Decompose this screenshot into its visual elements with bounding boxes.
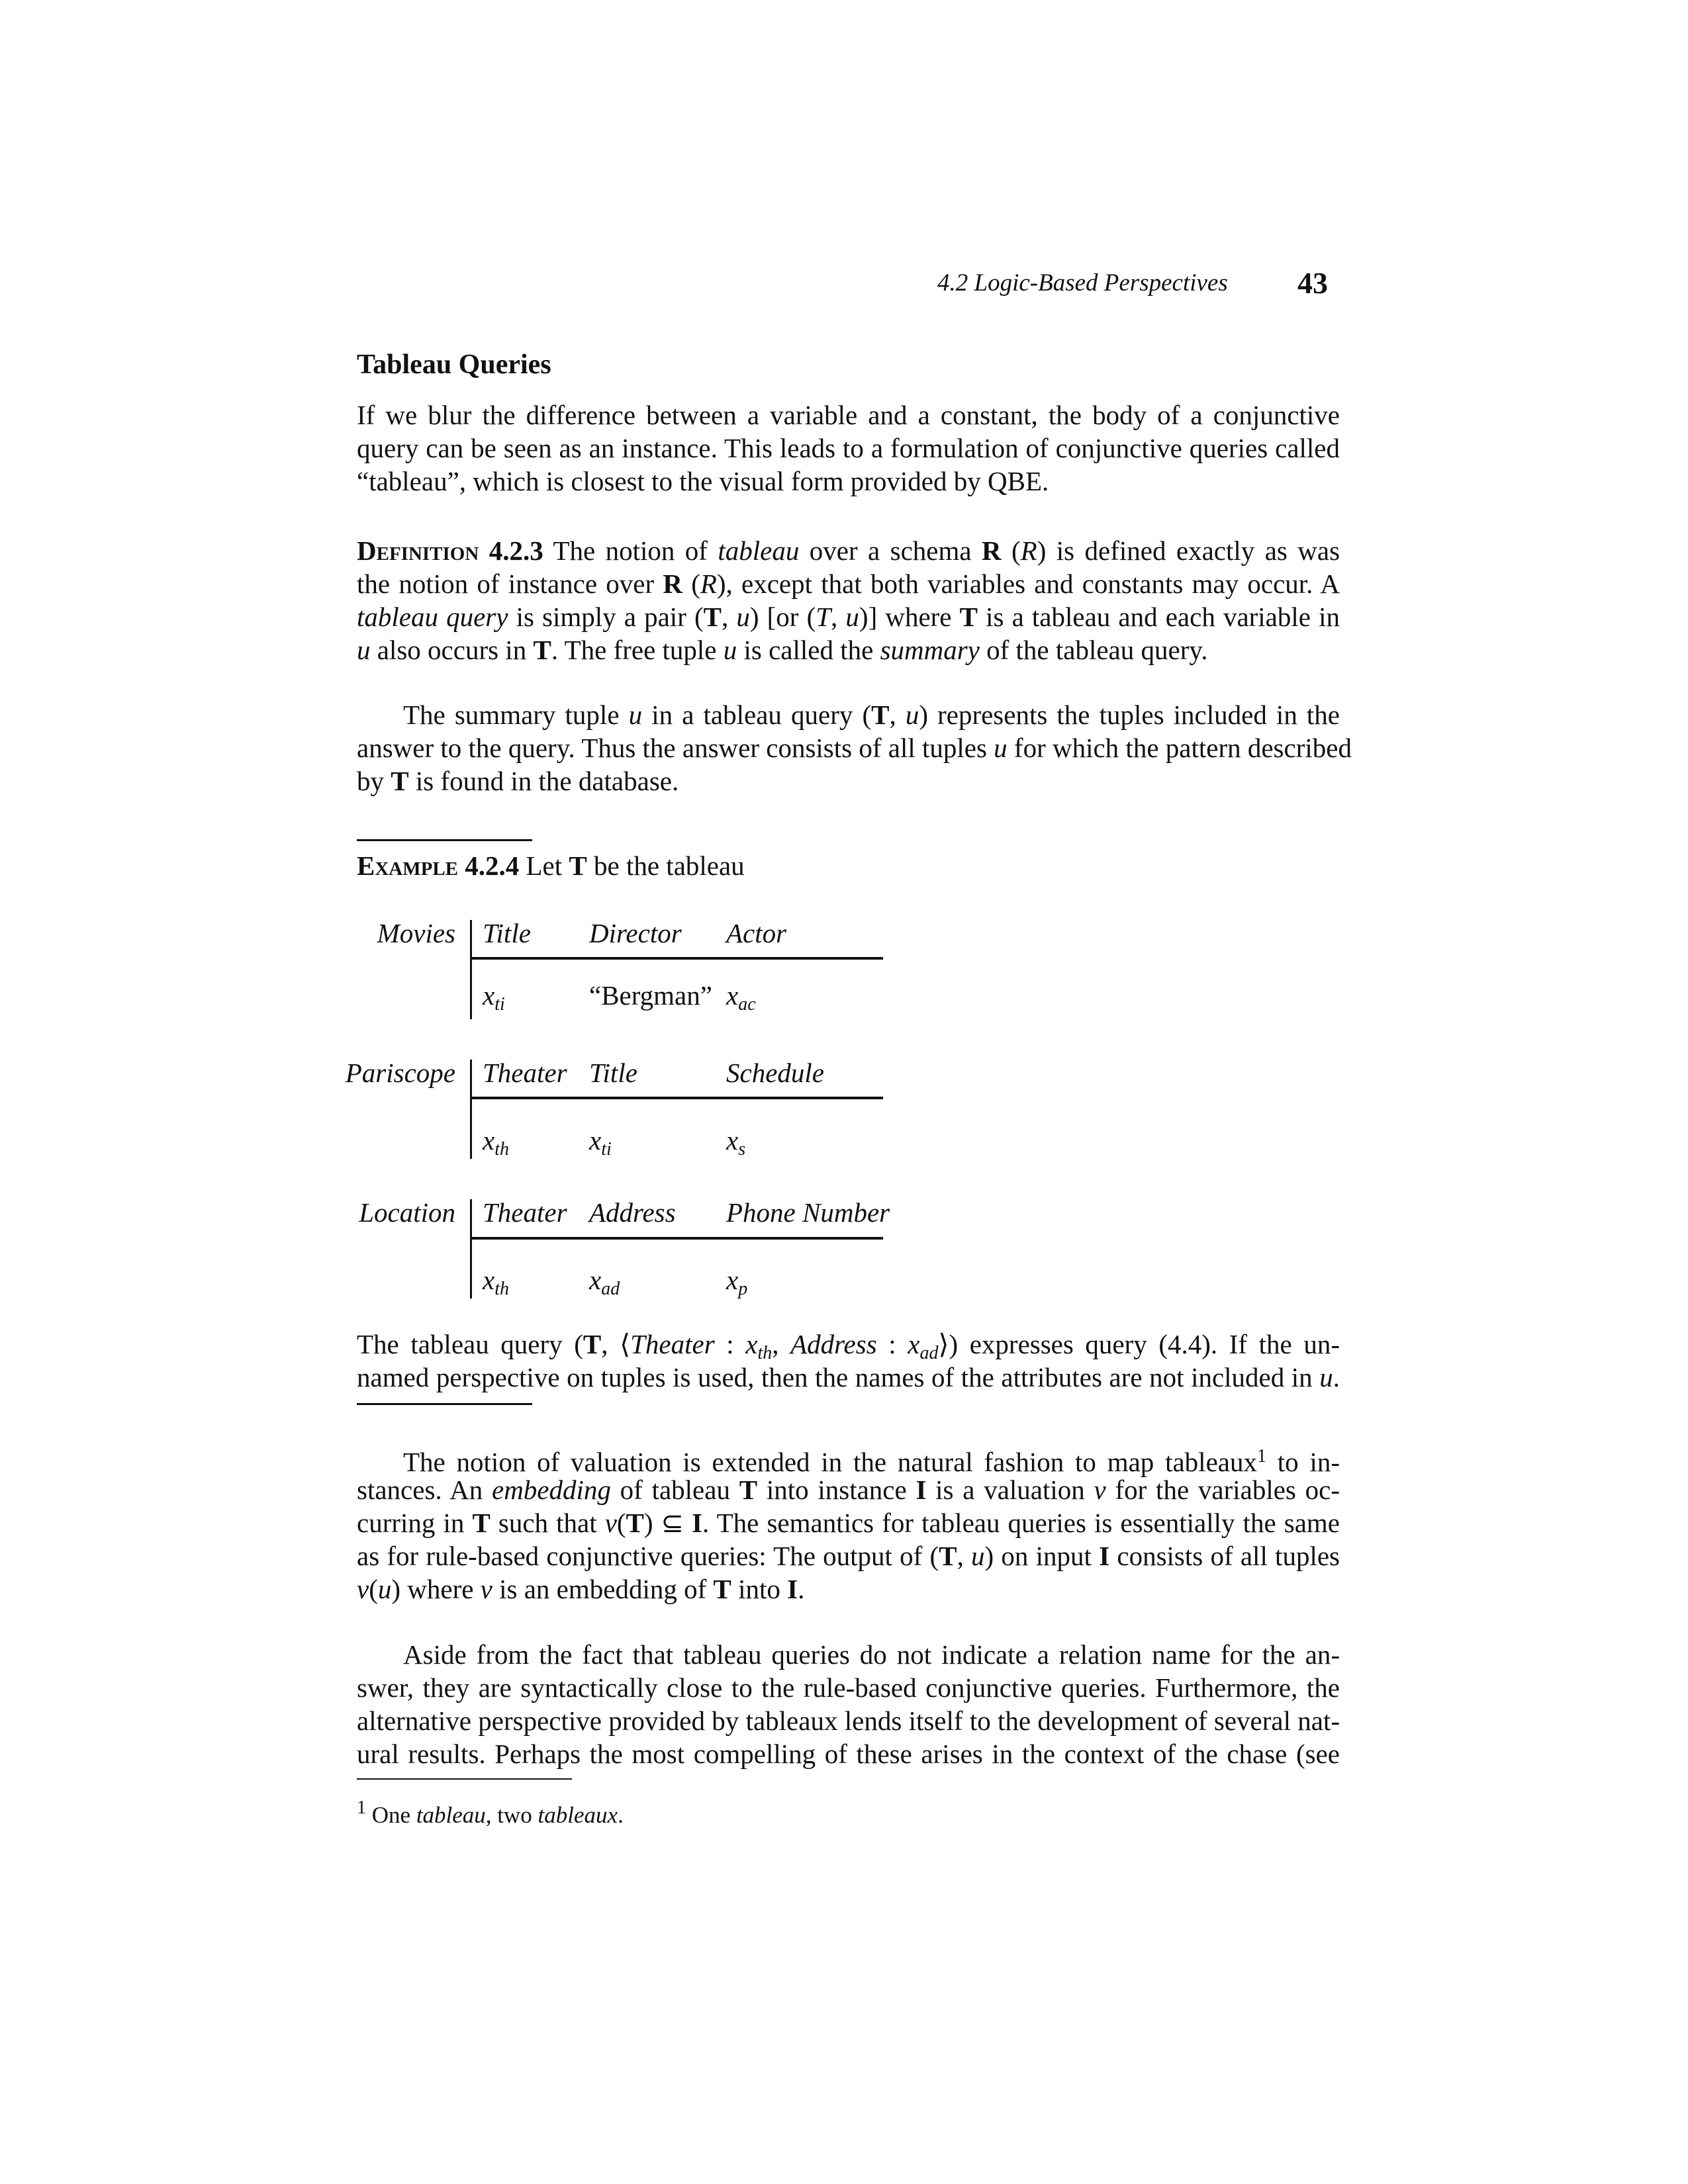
- text-segment: u: [736, 602, 750, 632]
- tableau-cell: $x_{th}$: [483, 1265, 509, 1299]
- tableau-vertical-rule: [470, 1199, 472, 1298]
- text-segment: embedding: [492, 1475, 611, 1505]
- text-segment: be the tableau: [586, 850, 745, 881]
- text-segment: ) [or (: [749, 602, 816, 632]
- page-number: 43: [1297, 266, 1328, 300]
- text-segment: is a tableau and each variable in: [978, 602, 1340, 632]
- text-line: [357, 534, 1340, 567]
- text-line: [357, 1671, 1340, 1704]
- text-segment: ν: [1094, 1475, 1106, 1505]
- text-segment: ν: [357, 1574, 369, 1604]
- text-segment: is an embedding of: [492, 1574, 714, 1604]
- text-segment: of the tableau query.: [979, 635, 1208, 665]
- text-segment: T: [959, 602, 978, 632]
- tableau-cell: $x_{th}$: [483, 1125, 509, 1160]
- text-segment: T: [391, 766, 409, 796]
- text-segment: ,: [957, 1541, 972, 1571]
- text-segment: T: [472, 1508, 491, 1538]
- text-segment: T: [713, 1574, 731, 1604]
- text-segment: . The semantics for tableau queries is essentially the same: [702, 1508, 1340, 1538]
- relation-name: Movies: [377, 918, 455, 948]
- text-segment: tableau: [416, 1802, 486, 1828]
- text-segment: to in-: [1266, 1447, 1340, 1477]
- text-segment: :: [714, 1329, 746, 1359]
- text-segment: u: [377, 1574, 392, 1604]
- text-segment: answer to the query. Thus the answer consists of all tuples: [357, 733, 994, 763]
- text-segment: .: [618, 1802, 624, 1828]
- text-segment: I: [787, 1574, 798, 1604]
- tableau-cell: “Bergman”: [589, 980, 712, 1011]
- text-segment: (: [369, 1574, 378, 1604]
- text-segment: tableau query: [357, 602, 508, 632]
- text-segment: into instance: [757, 1475, 916, 1505]
- text-segment: stances. An: [357, 1475, 492, 1505]
- text-segment: is simply a pair (: [508, 602, 704, 632]
- tableau-cell: $x_{ti}$: [483, 980, 505, 1015]
- column-header: Schedule: [726, 1058, 824, 1088]
- text-segment: If we blur the difference between a variable and a constant, the body of a conjunctive: [357, 400, 1340, 430]
- text-segment: ) on input: [984, 1541, 1100, 1571]
- text-line: [357, 1539, 1340, 1572]
- text-segment: . The free tuple: [551, 635, 724, 665]
- text-segment: u: [628, 700, 643, 730]
- text-segment: u: [905, 700, 919, 730]
- text-segment: ν: [604, 1508, 617, 1538]
- text-segment: u: [1319, 1362, 1333, 1392]
- text-segment: One: [366, 1802, 416, 1828]
- text-segment: T: [871, 700, 890, 730]
- tableau-cell: $x_p$: [726, 1265, 748, 1299]
- text-segment: (: [1001, 535, 1021, 566]
- text-segment: swer, they are syntactically close to the rule-based conjunctive queries. Furthermore, the: [357, 1672, 1340, 1703]
- text-segment: Address: [790, 1329, 877, 1359]
- text-segment: The tableau query (: [357, 1329, 583, 1359]
- text-segment: ,: [772, 1329, 791, 1359]
- text-line: [357, 633, 1340, 666]
- text-segment: Theater: [630, 1329, 715, 1359]
- section-heading: Tableau Queries: [357, 349, 551, 380]
- tableau-cell: $x_{ad}$: [589, 1265, 620, 1299]
- text-segment: R: [981, 535, 1002, 566]
- text-segment: ) where: [391, 1574, 481, 1604]
- text-line: [403, 1638, 1340, 1671]
- text-segment: 1: [1256, 1446, 1266, 1467]
- text-line: [357, 764, 1340, 797]
- text-segment: tableau: [718, 535, 800, 566]
- text-segment: T: [739, 1475, 758, 1505]
- text-segment: alternative perspective provided by tableaux lends itself to the development of several nat-: [357, 1706, 1340, 1736]
- text-segment: T: [816, 602, 831, 632]
- column-header: Theater: [483, 1197, 567, 1228]
- column-header: Title: [589, 1058, 637, 1088]
- text-line: [357, 465, 1340, 498]
- text-segment: summary: [880, 635, 980, 665]
- text-segment: ,: [722, 602, 737, 632]
- text-segment: x: [908, 1329, 920, 1359]
- text-segment: into: [731, 1574, 788, 1604]
- text-segment: ) ⊆: [643, 1508, 692, 1538]
- text-segment: ad: [919, 1343, 939, 1363]
- text-segment: ⟩) expresses query (4.4). If the un-: [938, 1329, 1340, 1359]
- text-segment: :: [876, 1329, 908, 1359]
- text-segment: u: [971, 1541, 985, 1571]
- text-segment: is found in the database.: [408, 766, 679, 796]
- text-segment: is a valuation: [926, 1475, 1094, 1505]
- text-line: [357, 398, 1340, 432]
- text-segment: T: [626, 1508, 644, 1538]
- text-line: [357, 432, 1340, 465]
- text-line: [403, 1440, 1340, 1477]
- text-segment: Example: [357, 850, 459, 881]
- text-segment: .: [1333, 1362, 1340, 1392]
- example-start-rule: [357, 839, 532, 841]
- text-line: [357, 1737, 1340, 1770]
- text-segment: is called the: [737, 635, 880, 665]
- text-segment: ), except that both variables and constants may occur. A: [716, 569, 1340, 599]
- text-line: [403, 698, 1340, 731]
- text-segment: consists of all tuples: [1109, 1541, 1340, 1571]
- text-segment: u: [994, 733, 1008, 763]
- text-segment: I: [692, 1508, 703, 1538]
- text-segment: R: [1020, 535, 1037, 566]
- tableau-header-rule: [470, 957, 883, 960]
- text-line: [357, 731, 1352, 764]
- text-segment: The summary tuple: [403, 700, 629, 730]
- column-header: Actor: [726, 918, 787, 948]
- text-segment: ,: [831, 602, 846, 632]
- text-segment: ,: [889, 700, 906, 730]
- text-segment: , two: [485, 1802, 538, 1828]
- text-line: [357, 1704, 1340, 1737]
- tableau-cell: $x_s$: [726, 1125, 746, 1160]
- text-segment: 4.2.3: [479, 535, 543, 566]
- text-line: [357, 567, 1340, 600]
- text-segment: T: [583, 1329, 602, 1359]
- text-segment: curring in: [357, 1508, 473, 1538]
- text-line: [357, 600, 1340, 633]
- text-segment: (: [682, 569, 700, 599]
- tableau-header-rule: [470, 1237, 883, 1240]
- column-header: Theater: [483, 1058, 567, 1088]
- text-segment: Aside from the fact that tableau queries do not indicate a relation name for the an-: [403, 1639, 1340, 1670]
- text-segment: tableaux: [538, 1802, 618, 1828]
- text-segment: for which the pattern described: [1007, 733, 1352, 763]
- text-segment: query can be seen as an instance. This leads to a formulation of conjunctive queries called: [357, 433, 1340, 463]
- text-segment: T: [939, 1541, 957, 1571]
- text-segment: x: [745, 1329, 758, 1359]
- text-segment: 4.2.4: [458, 850, 520, 881]
- text-segment: by: [357, 766, 391, 796]
- text-segment: )] where: [859, 602, 960, 632]
- text-segment: R: [700, 569, 717, 599]
- column-header: Address: [589, 1197, 676, 1228]
- text-segment: The notion of valuation is extended in the natural fashion to map tableaux: [403, 1447, 1257, 1477]
- text-segment: over a schema: [799, 535, 982, 566]
- text-line: [357, 1328, 1340, 1361]
- text-segment: 1: [357, 1797, 366, 1818]
- column-header: Title: [483, 918, 531, 948]
- text-segment: T: [569, 850, 587, 881]
- tableau-cell: $x_{ti}$: [589, 1125, 612, 1160]
- text-segment: R: [663, 569, 682, 599]
- text-segment: (: [616, 1508, 626, 1538]
- text-line: [357, 1572, 1340, 1606]
- text-segment: ) represents the tuples included in the: [919, 700, 1340, 730]
- text-segment: Definition: [357, 535, 479, 566]
- text-segment: th: [757, 1343, 773, 1363]
- text-segment: .: [798, 1574, 805, 1604]
- text-segment: T: [703, 602, 722, 632]
- example-end-rule: [357, 1403, 532, 1405]
- text-line: [357, 849, 1340, 882]
- tableau-vertical-rule: [470, 1060, 472, 1159]
- text-segment: such that: [490, 1508, 605, 1538]
- tableau-header-rule: [470, 1097, 883, 1099]
- text-segment: “tableau”, which is closest to the visual form provided by QBE.: [357, 466, 1049, 496]
- text-segment: I: [1099, 1541, 1110, 1571]
- running-header-title: 4.2 Logic-Based Perspectives: [937, 269, 1228, 296]
- text-segment: , ⟨: [601, 1329, 631, 1359]
- column-header: Director: [589, 918, 682, 948]
- text-segment: in a tableau query (: [642, 700, 872, 730]
- text-segment: ural results. Perhaps the most compelling of these arises in the context of the chase (see: [357, 1739, 1340, 1769]
- text-line: [357, 1473, 1340, 1506]
- text-segment: the notion of instance over: [357, 569, 663, 599]
- text-segment: T: [533, 635, 551, 665]
- text-line: [357, 1506, 1340, 1539]
- tableau-cell: $x_{ac}$: [726, 980, 756, 1015]
- relation-name: Pariscope: [345, 1058, 455, 1088]
- text-segment: I: [915, 1475, 927, 1505]
- text-segment: ) is defined exactly as was: [1037, 535, 1340, 566]
- column-header: Phone Number: [726, 1197, 890, 1228]
- text-segment: as for rule-based conjunctive queries: The output of (: [357, 1541, 939, 1571]
- text-segment: also occurs in: [370, 635, 534, 665]
- text-segment: u: [357, 635, 371, 665]
- text-segment: u: [845, 602, 859, 632]
- text-segment: of tableau: [610, 1475, 739, 1505]
- text-segment: Let: [519, 850, 569, 881]
- relation-name: Location: [359, 1197, 455, 1228]
- text-segment: The notion of: [543, 535, 718, 566]
- text-line: [357, 1361, 1340, 1394]
- footnote-rule: [357, 1778, 572, 1780]
- text-line: [357, 1792, 1340, 1828]
- text-segment: ν: [480, 1574, 492, 1604]
- text-segment: u: [723, 635, 737, 665]
- text-segment: named perspective on tuples is used, then the names of the attributes are not included in: [357, 1362, 1320, 1392]
- text-segment: for the variables oc-: [1105, 1475, 1340, 1505]
- tableau-vertical-rule: [470, 920, 472, 1019]
